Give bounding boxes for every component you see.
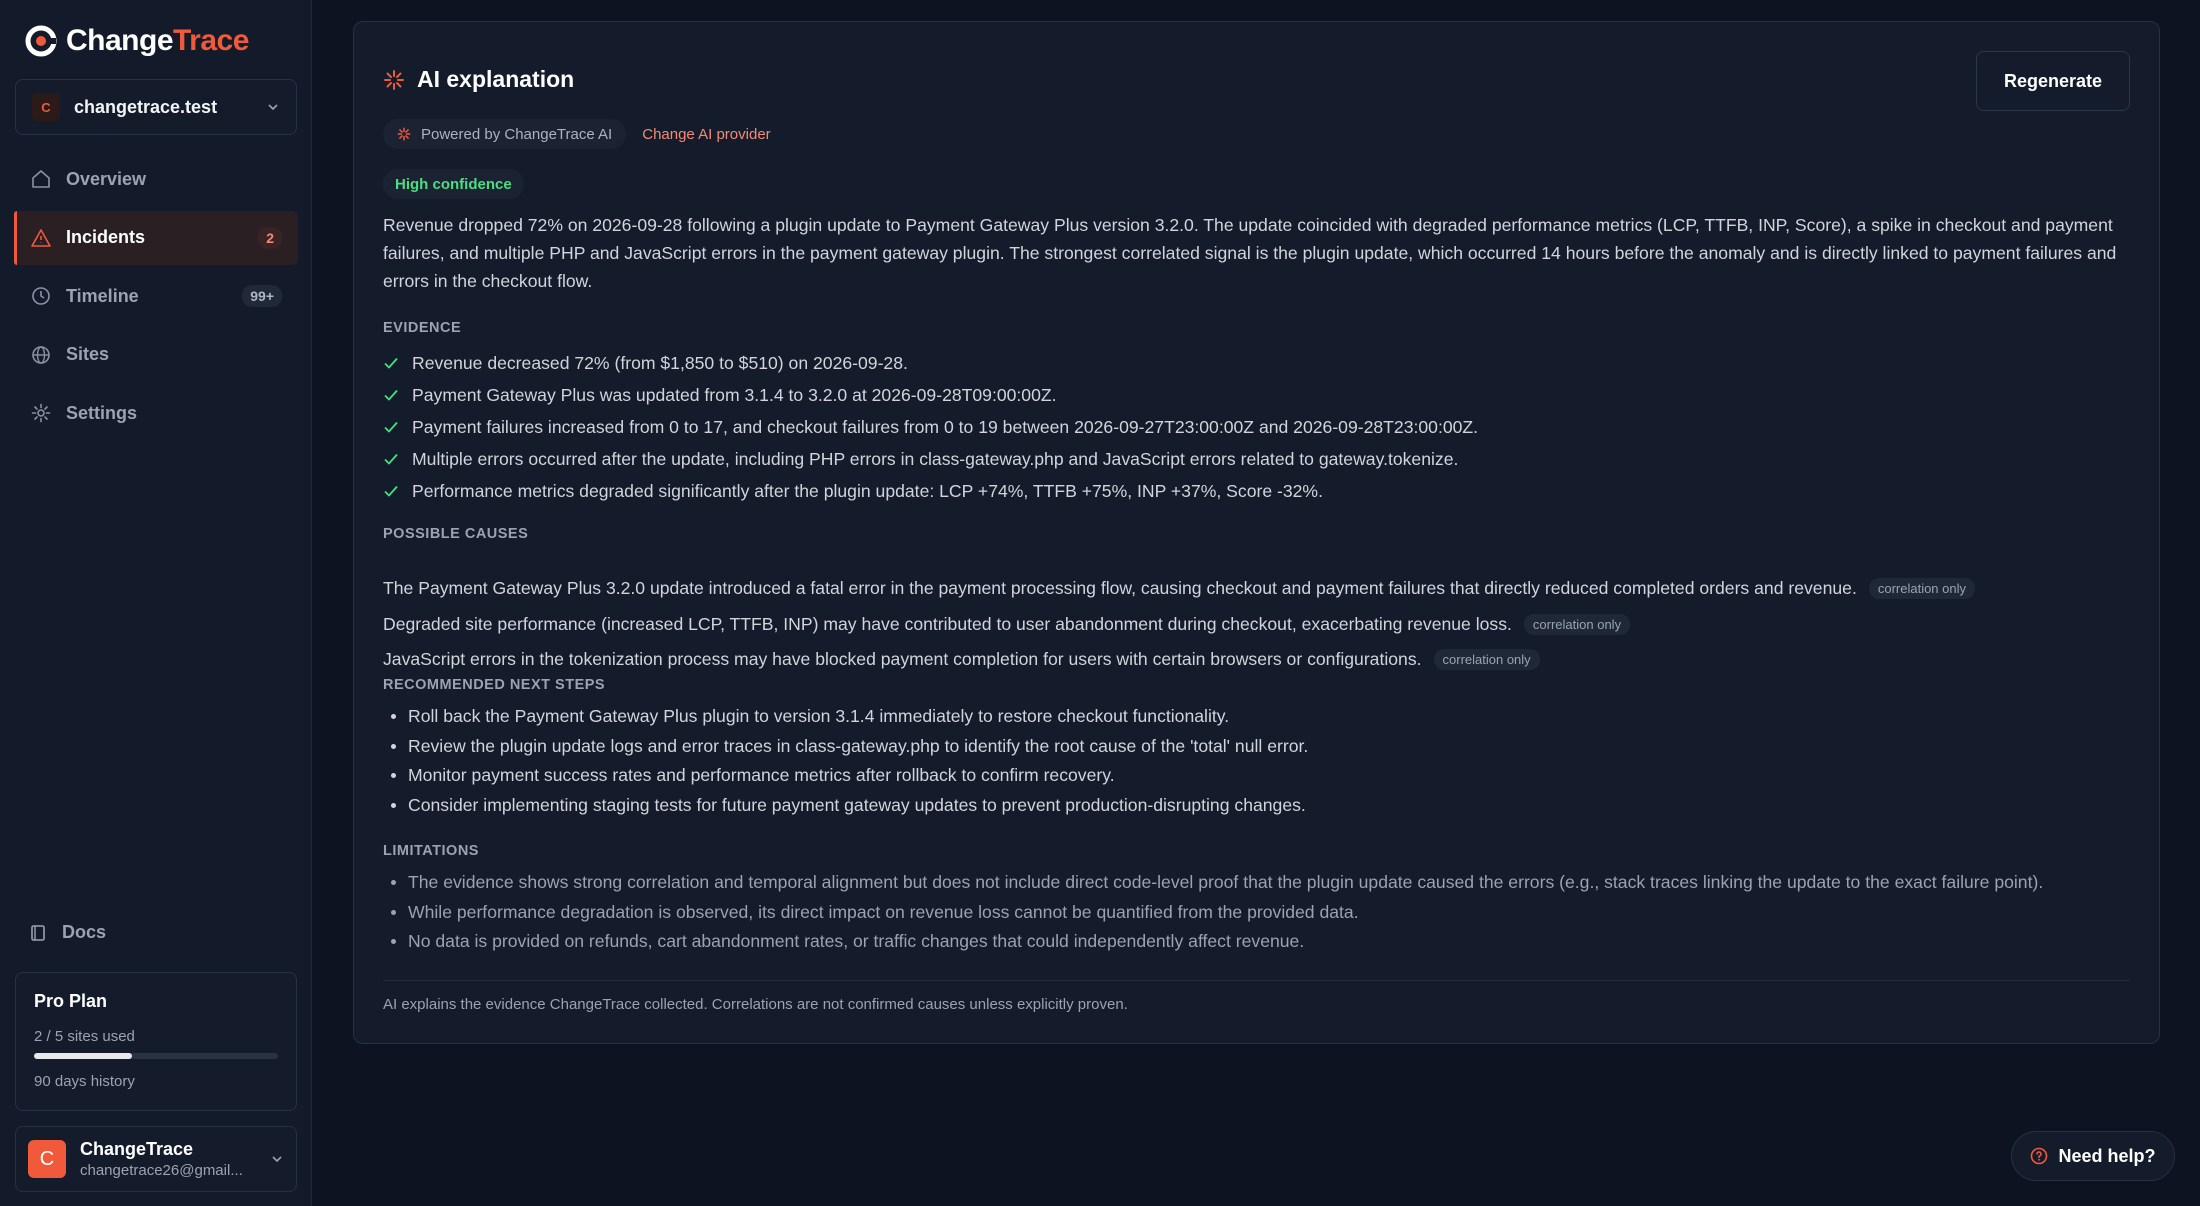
home-icon <box>30 168 52 190</box>
confidence-badge: High confidence <box>383 169 524 199</box>
check-icon <box>383 387 399 403</box>
change-ai-provider-link[interactable]: Change AI provider <box>642 125 771 143</box>
list-item: No data is provided on refunds, cart abandonment rates, or traffic changes that could independently affect revenue. <box>383 927 2043 957</box>
clock-icon <box>30 285 52 307</box>
site-selector[interactable] <box>15 79 297 135</box>
cause-item: The Payment Gateway Plus 3.2.0 update introduced a fatal error in the payment processing flow, causing checkout and payment failures that directly reduced completed orders and revenue. correlation only <box>383 571 1975 607</box>
plan-card <box>15 972 297 1111</box>
sidebar-item-label: Sites <box>66 344 110 365</box>
plan-usage-bar <box>34 1053 278 1059</box>
next-steps-heading: RECOMMENDED NEXT STEPS <box>383 677 606 693</box>
correlation-tag: correlation only <box>1524 614 1630 635</box>
correlation-tag: correlation only <box>1434 649 1540 670</box>
divider <box>383 980 2130 981</box>
check-icon <box>383 451 399 467</box>
brand-name: ChangeTrace <box>66 24 249 57</box>
list-item: While performance degradation is observed, its direct impact on revenue loss cannot be quantified from the provided data. <box>383 898 2043 928</box>
sidebar-item-label: Incidents <box>66 227 146 248</box>
sidebar-item-overview[interactable] <box>14 152 298 206</box>
site-name: changetrace.test <box>74 96 218 117</box>
globe-icon <box>30 344 52 366</box>
cause-item: JavaScript errors in the tokenization process may have blocked payment completion for users with certain browsers or configurations. correlation only <box>383 642 1975 678</box>
ai-explanation-card <box>353 21 2160 1044</box>
sparkle-icon <box>383 69 405 91</box>
chevron-down-icon <box>266 100 280 114</box>
check-icon <box>383 419 399 435</box>
list-item: Roll back the Payment Gateway Plus plugin to version 3.1.4 immediately to restore checkout functionality. <box>383 702 1308 732</box>
sidebar <box>0 0 312 1206</box>
plan-title: Pro Plan <box>34 991 108 1011</box>
check-icon <box>383 355 399 371</box>
card-header <box>383 66 574 93</box>
ai-disclaimer: AI explains the evidence ChangeTrace collected. Correlations are not confirmed causes unless explicitly proven. <box>383 996 1128 1013</box>
site-badge: C <box>32 93 60 121</box>
evidence-item: Payment Gateway Plus was updated from 3.1.4 to 3.2.0 at 2026-09-28T09:00:00Z. <box>383 379 1478 411</box>
sparkle-icon <box>397 127 411 141</box>
possible-causes-list <box>383 571 1975 678</box>
sidebar-item-sites[interactable] <box>14 328 298 382</box>
plan-usage: 2 / 5 sites used <box>34 1028 135 1045</box>
cause-item: Degraded site performance (increased LCP, TTFB, INP) may have contributed to user abandonment during checkout, exacerbating revenue loss. correlation only <box>383 607 1975 643</box>
account-name: ChangeTrace <box>80 1139 194 1159</box>
sidebar-item-timeline[interactable] <box>14 269 298 323</box>
list-item: Consider implementing staging tests for future payment gateway updates to prevent production-disrupting changes. <box>383 791 1308 821</box>
avatar: C <box>28 1140 66 1178</box>
explanation-summary: Revenue dropped 72% on 2026-09-28 following a plugin update to Payment Gateway Plus version 3.2.0. The update coincided with degraded performance metrics (LCP, TTFB, INP, Score), a spike in checkout and payment failures, and multiple PHP and JavaScript errors in the payment gateway plugin. The strongest correlated signal is the plugin update, which occurred 14 hours before the anomaly and is directly linked to payment failures and errors in the checkout flow. <box>383 215 2117 291</box>
account-menu[interactable] <box>15 1126 297 1192</box>
list-item: Monitor payment success rates and performance metrics after rollback to confirm recovery. <box>383 761 1308 791</box>
alert-triangle-icon <box>30 227 52 249</box>
check-icon <box>383 483 399 499</box>
next-steps-list <box>383 702 1308 820</box>
book-icon <box>28 923 48 943</box>
gear-icon <box>30 402 52 424</box>
timeline-count-badge: 99+ <box>242 285 282 307</box>
sidebar-item-label: Overview <box>66 168 147 189</box>
chevron-down-icon <box>270 1152 284 1166</box>
sidebar-item-incidents[interactable] <box>14 211 298 265</box>
powered-by-label: Powered by ChangeTrace AI <box>421 125 613 143</box>
evidence-item: Performance metrics degraded significantly after the plugin update: LCP +74%, TTFB +75%, INP +37%, Score -32%. <box>383 475 1478 507</box>
plan-history: 90 days history <box>34 1073 135 1090</box>
correlation-tag: correlation only <box>1869 578 1975 599</box>
docs-link[interactable] <box>28 922 106 943</box>
help-circle-icon <box>2030 1147 2048 1165</box>
docs-label: Docs <box>62 922 107 942</box>
evidence-item: Payment failures increased from 0 to 17, and checkout failures from 0 to 19 between 2026-09-27T23:00:00Z and 2026-09-28T23:00:00Z. <box>383 411 1478 443</box>
evidence-item: Revenue decreased 72% (from $1,850 to $510) on 2026-09-28. <box>383 347 1478 379</box>
list-item: The evidence shows strong correlation and temporal alignment but does not include direct code-level proof that the plugin update caused the errors (e.g., stack traces linking the update to the exact failure point). <box>383 868 2043 898</box>
plan-usage-fill <box>34 1053 132 1059</box>
list-item: Review the plugin update logs and error traces in class-gateway.php to identify the root cause of the 'total' null error. <box>383 732 1308 762</box>
provider-row <box>383 119 771 149</box>
limitations-list <box>383 868 2043 957</box>
possible-causes-heading: POSSIBLE CAUSES <box>383 526 529 542</box>
brand-logo[interactable] <box>24 24 249 58</box>
regenerate-button[interactable]: Regenerate <box>1976 51 2130 111</box>
limitations-heading: LIMITATIONS <box>383 843 479 859</box>
evidence-list <box>383 347 1478 507</box>
powered-by-pill <box>383 119 626 149</box>
card-title: AI explanation <box>417 66 575 92</box>
evidence-heading: EVIDENCE <box>383 320 462 336</box>
account-email: changetrace26@gmail... <box>80 1162 243 1179</box>
need-help-button[interactable] <box>2011 1131 2175 1181</box>
need-help-label: Need help? <box>2058 1145 2156 1166</box>
incidents-count-badge: 2 <box>258 227 282 249</box>
account-info <box>80 1139 270 1179</box>
sidebar-item-label: Settings <box>66 402 138 423</box>
evidence-item: Multiple errors occurred after the update, including PHP errors in class-gateway.php and JavaScript errors related to gateway.tokenize. <box>383 443 1478 475</box>
sidebar-item-settings[interactable] <box>14 386 298 440</box>
main-nav <box>14 152 298 445</box>
changetrace-logo-icon <box>24 24 58 58</box>
sidebar-item-label: Timeline <box>66 285 139 306</box>
